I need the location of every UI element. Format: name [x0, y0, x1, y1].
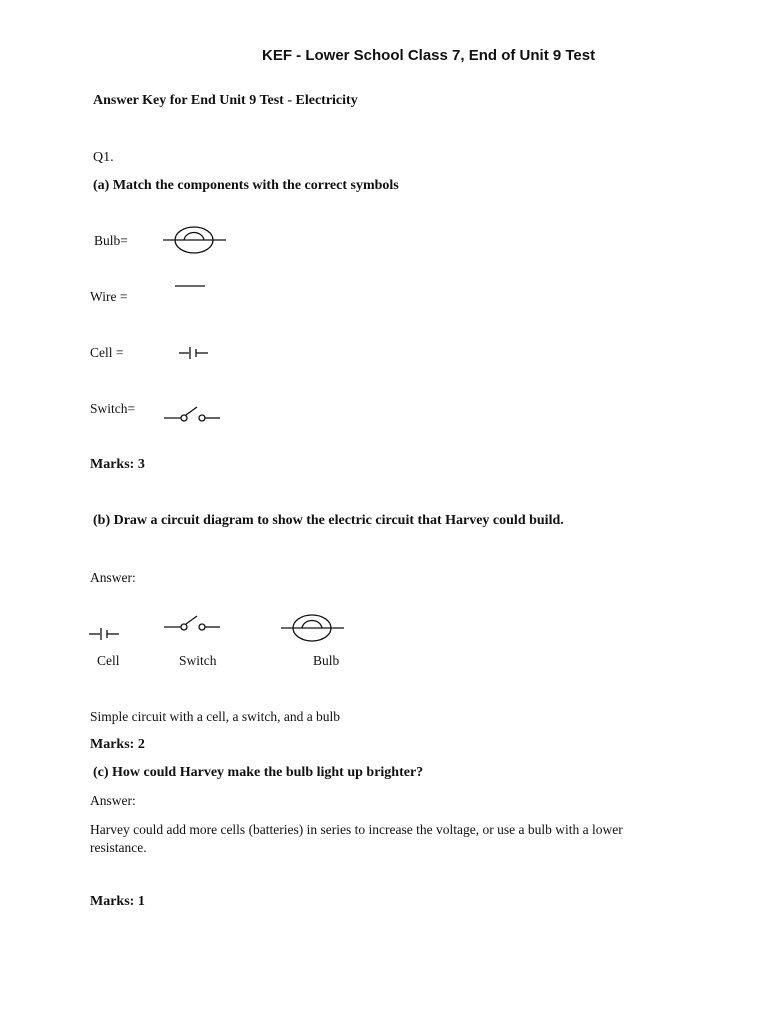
part-c-answer: Harvey could add more cells (batteries) in series to increase the voltage, or use a bulb with a lower resistance. [90, 822, 623, 855]
cell-symbol-icon [179, 346, 209, 360]
diagram-cell-icon [89, 627, 121, 641]
part-b-answer-label: Answer: [90, 570, 136, 585]
page-title: KEF - Lower School Class 7, End of Unit 9 Test [262, 47, 596, 64]
part-b-description: Simple circuit with a cell, a switch, and a bulb [90, 709, 341, 724]
question-number: Q1. [93, 150, 114, 165]
part-b-marks: Marks: 2 [90, 737, 145, 752]
wire-label: Wire = [90, 289, 128, 304]
part-c-marks: Marks: 1 [90, 894, 145, 909]
answer-key-title: Answer Key for End Unit 9 Test - Electricity [93, 93, 358, 108]
bulb-symbol-icon [162, 224, 228, 256]
diagram-bulb-label: Bulb [313, 653, 340, 668]
part-b-question: (b) Draw a circuit diagram to show the electric circuit that Harvey could build. [93, 513, 564, 528]
part-c-question: (c) How could Harvey make the bulb light up brighter? [93, 765, 424, 780]
diagram-cell-label: Cell [97, 653, 120, 668]
diagram-switch-icon [164, 613, 222, 635]
switch-symbol-icon [164, 404, 222, 426]
part-a-question: (a) Match the components with the correct symbols [93, 178, 399, 193]
cell-label: Cell = [90, 345, 124, 360]
diagram-switch-label: Switch [179, 653, 217, 668]
diagram-bulb-icon [280, 612, 346, 644]
wire-symbol-icon [175, 283, 207, 289]
bulb-label: Bulb= [94, 233, 128, 248]
part-a-marks: Marks: 3 [90, 457, 145, 472]
part-c-answer-label: Answer: [90, 793, 136, 808]
switch-label: Switch= [90, 401, 136, 416]
